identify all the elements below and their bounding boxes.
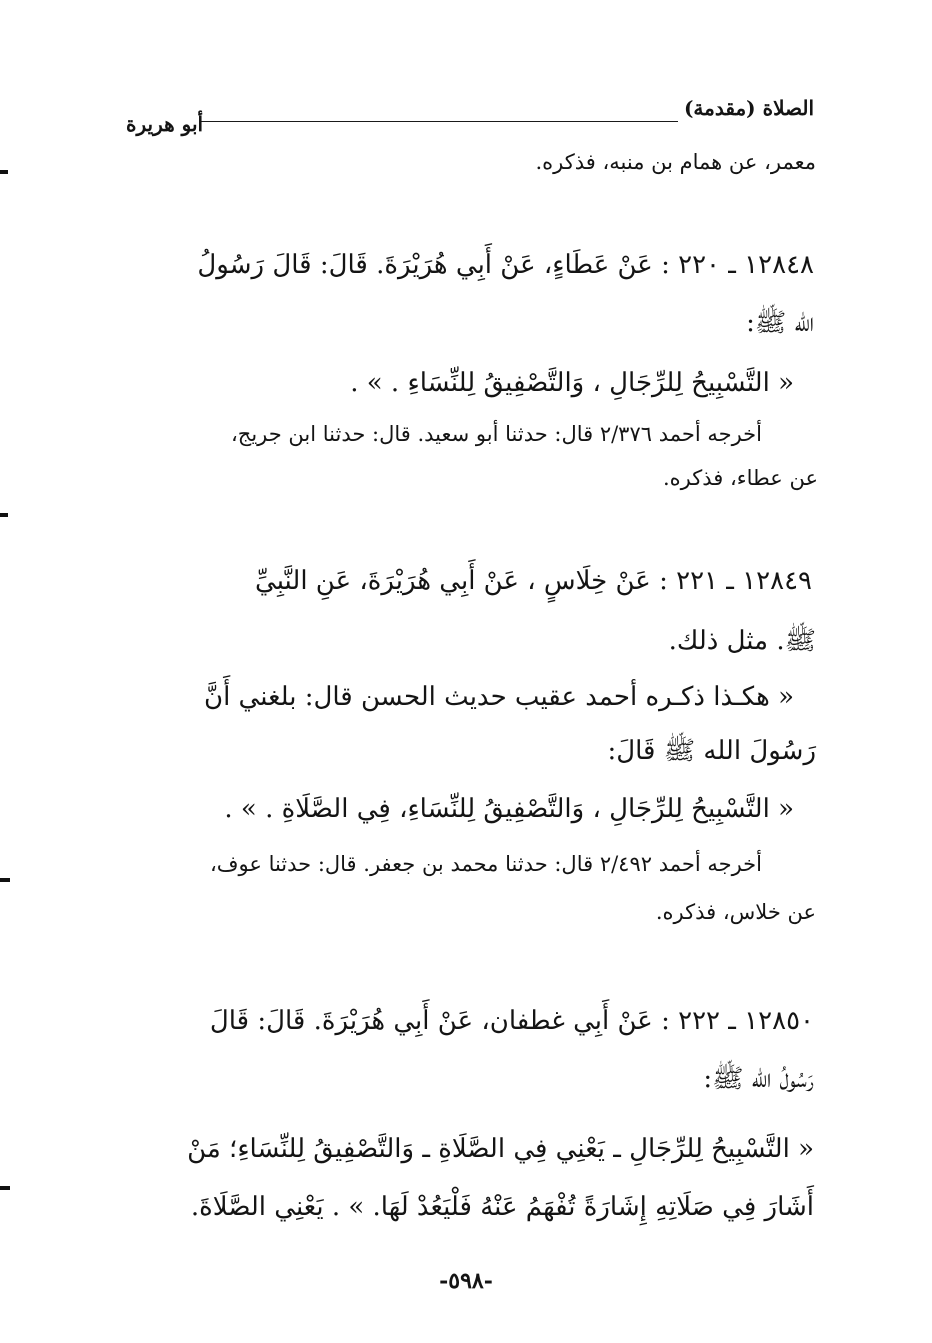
hadith-text: « التَّسْبِيحُ لِلرِّجَالِ ، وَالتَّصْفِيقُ لِلنِّسَاءِ، فِي الصَّلَاةِ . » .	[224, 794, 794, 824]
running-header-chapter: الصلاة (مقدمة)	[683, 96, 814, 120]
text-line: ﷺ. مثل ذلك.	[668, 626, 816, 656]
page-number: -٥٩٨-	[439, 1268, 493, 1294]
running-header-narrator: أبو هريرة	[126, 112, 204, 136]
hadith-text: رَسُولَ الله ﷺ قَالَ:	[607, 736, 816, 766]
text-line: الله ﷺ:	[746, 308, 814, 338]
takhrij-note: أخرجه أحمد ٢/٣٧٦ قال: حدثنا أبو سعيد. قال: حدثنا ابن جريج،	[231, 422, 762, 446]
hadith-heading: ١٢٨٤٨ ـ ٢٢٠ : عَنْ عَطَاءٍ، عَنْ أَبِي هُرَيْرَةَ. قَالَ: قَالَ رَسُولُ	[197, 250, 814, 280]
hadith-heading: ١٢٨٤٩ ـ ٢٢١ : عَنْ خِلَاسٍ ، عَنْ أَبِي هُرَيْرَةَ، عَنِ النَّبِيِّ	[255, 566, 812, 596]
takhrij-note: عن عطاء، فذكره.	[663, 466, 818, 490]
scan-edge-mark	[0, 878, 10, 882]
takhrij-note: عن خلاس، فذكره.	[655, 900, 816, 924]
takhrij-note: أخرجه أحمد ٢/٤٩٢ قال: حدثنا محمد بن جعفر. قال: حدثنا عوف،	[209, 852, 762, 876]
header-rule	[200, 121, 678, 122]
hadith-text: « التَّسْبِيحُ لِلرِّجَالِ ، وَالتَّصْفِيقُ لِلنِّسَاءِ . » .	[350, 368, 794, 398]
text-line: معمر، عن همام بن منبه، فذكره.	[535, 150, 816, 174]
scan-edge-mark	[0, 170, 8, 174]
hadith-text: « التَّسْبِيحُ لِلرِّجَالِ ـ يَعْنِي فِي الصَّلَاةِ ـ وَالتَّصْفِيقُ لِلنِّسَاءِ؛ مَنْ	[187, 1134, 814, 1164]
hadith-text: أَشَارَ فِي صَلَاتِهِ إِشَارَةً تُفْهَمُ عَنْهُ فَلْيَعُدْ لَهَا. » . يَعْنِي الصَّلَاةَ.	[190, 1192, 814, 1222]
hadith-heading: ١٢٨٥٠ ـ ٢٢٢ : عَنْ أَبِي غطفان، عَنْ أَبِي هُرَيْرَةَ. قَالَ: قَالَ	[209, 1006, 814, 1036]
text-line: رَسُولُ الله ﷺ:	[703, 1064, 814, 1094]
hadith-text: « هكـذا ذكـره أحمد عقيب حديث الحسن قال: بلغني أَنَّ	[203, 682, 794, 712]
scan-edge-mark	[0, 513, 8, 517]
scan-edge-mark	[0, 1186, 10, 1190]
